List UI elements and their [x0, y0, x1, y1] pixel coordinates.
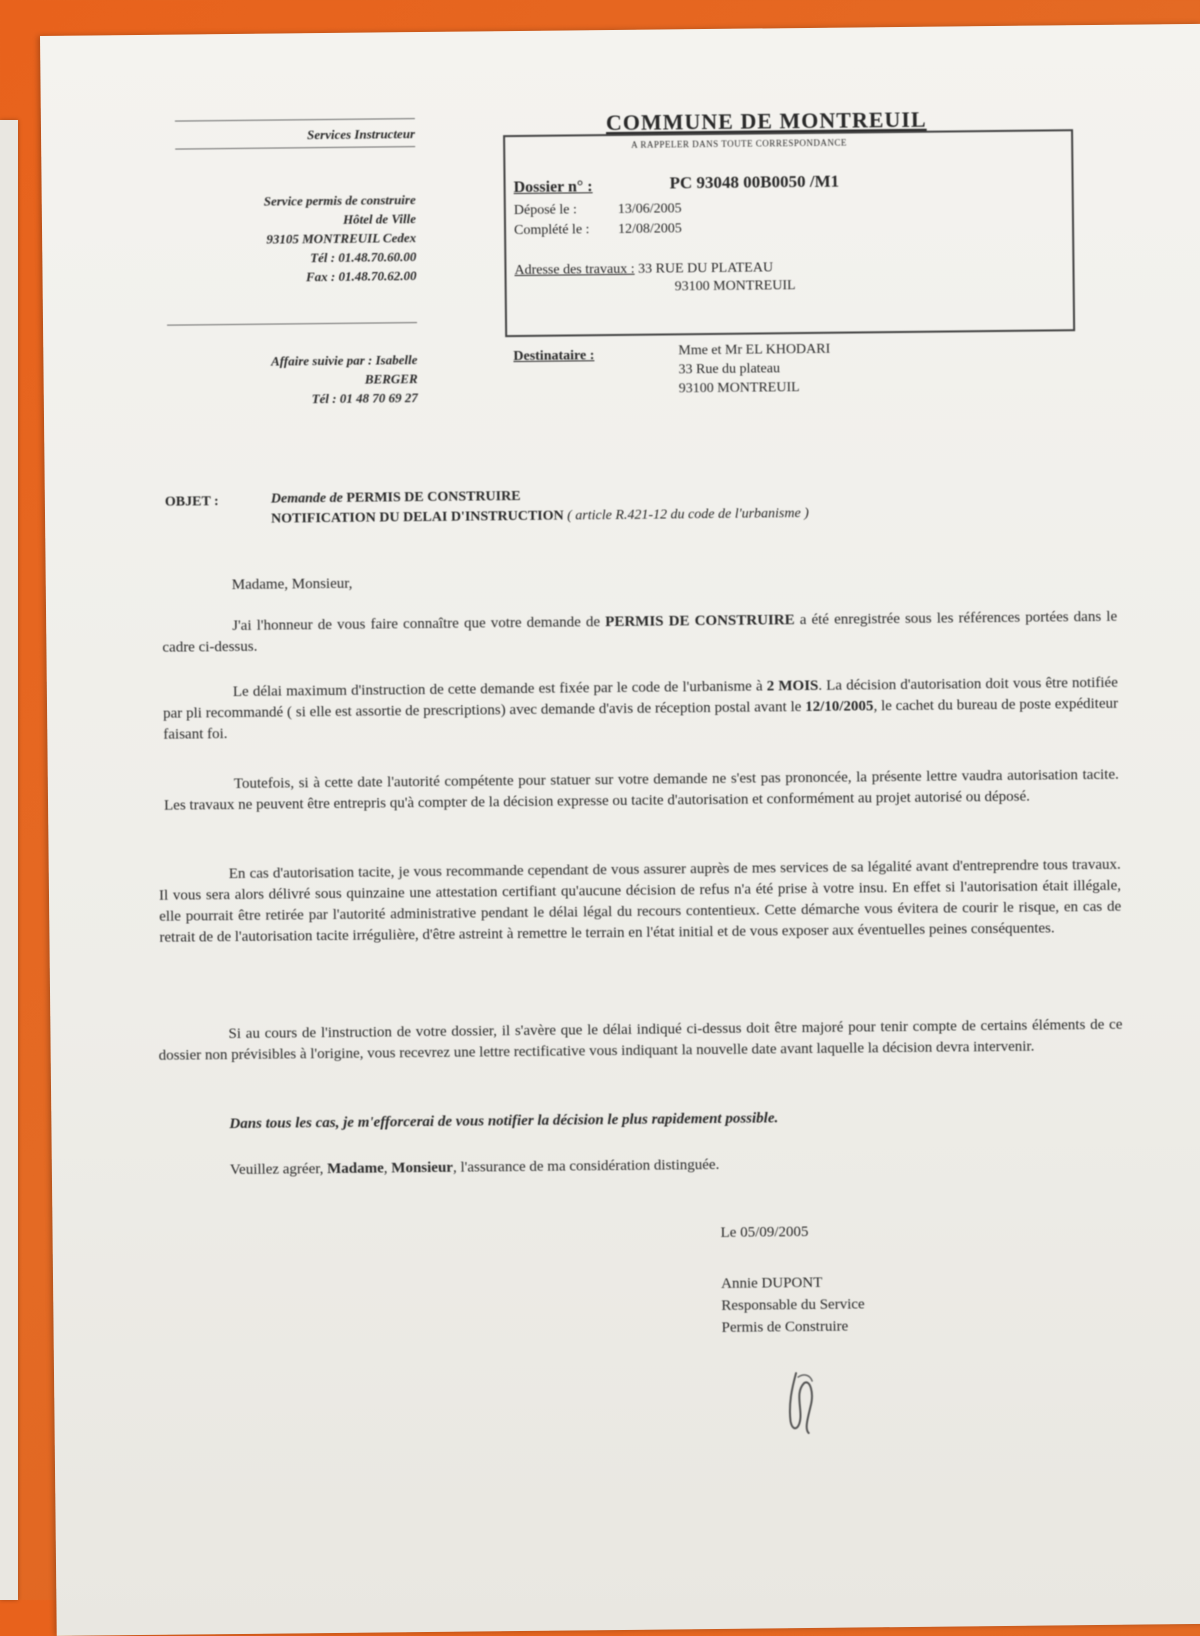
address-line-1: 33 RUE DU PLATEAU	[638, 260, 774, 277]
recipient-line: 93100 MONTREUIL	[678, 380, 800, 397]
sender-rule-top	[175, 118, 415, 122]
sender-line: Fax : 01.48.70.62.00	[305, 268, 417, 285]
signatory-name: Annie DUPONT	[721, 1274, 823, 1292]
deposited-row	[514, 201, 682, 219]
object-line-2	[271, 506, 809, 528]
commune-title: COMMUNE DE MONTREUIL	[605, 106, 927, 136]
sender-rule-2	[175, 146, 415, 150]
p7-text-a: Veuillez agréer,	[229, 1161, 328, 1179]
recipient-line: Mme et Mr EL KHODARI	[678, 341, 831, 359]
sender-line: Hôtel de Ville	[342, 211, 417, 227]
sender-address	[162, 190, 417, 288]
completed-label: Complété le :	[513, 222, 590, 239]
sender-line: Service permis de construire	[263, 192, 416, 209]
salutation: Madame, Monsieur,	[231, 575, 353, 594]
p7-text-c: ,	[383, 1160, 392, 1177]
object-notification: NOTIFICATION DU DELAI D'INSTRUCTION	[270, 508, 564, 527]
signatory-title: Responsable du Service	[721, 1296, 865, 1314]
followed-line: BERGER	[364, 371, 418, 387]
letter-content	[40, 24, 1200, 1636]
p7-text-b: Madame	[327, 1160, 384, 1178]
completed-date: 12/08/2005	[617, 221, 682, 237]
sender-line: Tél : 01.48.70.60.00	[310, 249, 417, 266]
object-line-1	[271, 489, 521, 508]
letter-date: Le 05/09/2005	[720, 1224, 809, 1241]
left-edge-sheet	[0, 120, 18, 1600]
address-line-2: 93100 MONTREUIL	[674, 278, 796, 295]
p2-text-d: 12/10/2005	[805, 698, 874, 716]
address-label: Adresse des travaux :	[514, 261, 635, 279]
object-label: OBJET :	[164, 494, 219, 510]
followed-line: Affaire suivie par : Isabelle	[270, 352, 418, 369]
paragraph-6: Dans tous les cas, je m'efforcerai de vous notifier la décision le plus rapidement possible.	[229, 1110, 779, 1133]
sender-rule-3	[167, 322, 417, 326]
paragraph-1	[162, 607, 1117, 659]
signatory-service: Permis de Construire	[721, 1318, 849, 1336]
deposited-label: Déposé le :	[513, 202, 577, 219]
address-row	[514, 260, 773, 279]
followed-by	[163, 350, 418, 410]
dossier-label	[514, 178, 593, 197]
p2-text-a: Le délai maximum d'instruction de cette demande est fixée par le code de l'urbanisme à	[232, 678, 767, 701]
paragraph-5: Si au cours de l'instruction de votre dossier, il s'avère que le délai indiqué ci-dessus doit être majoré pour tenir compte de certains éléments de ce dossier non prévisibles à l'origine, vous recevrez une lettre rectificative vous indiquant la nouvelle date avant laquelle la décision devra intervenir.	[158, 1016, 1123, 1064]
recipient-line: 33 Rue du plateau	[678, 361, 781, 378]
sender-line: 93105 MONTREUIL Cedex	[266, 230, 417, 247]
dossier-number: PC 93048 00B0050 /M1	[669, 171, 840, 193]
p1-text-a: J'ai l'honneur de vous faire connaître que votre demande de	[232, 614, 606, 635]
p2-text-e: , le cachet du bureau de poste expéditeur faisant foi.	[163, 695, 1119, 743]
followed-line: Tél : 01 48 70 69 27	[311, 390, 418, 407]
completed-row	[514, 221, 682, 239]
recipient-label-text: Destinataire :	[513, 348, 595, 365]
p2-text-b: 2 MOIS	[766, 677, 819, 695]
commune-subtitle: A RAPPELER DANS TOUTE CORRESPONDANCE	[631, 137, 847, 150]
p1-text-c: a été enregistrée sous les références portées dans le cadre ci-dessus.	[162, 608, 1118, 656]
p7-text-d: Monsieur	[391, 1159, 454, 1177]
letter-page	[40, 24, 1200, 1636]
object-article: ( article R.421-12 du code de l'urbanisme )	[563, 505, 809, 524]
recipient-address	[678, 340, 830, 399]
dossier-label-text: Dossier n° :	[513, 178, 593, 197]
recipient-label	[513, 348, 594, 365]
object-permit: PERMIS DE CONSTRUIRE	[346, 488, 521, 506]
signatory-block	[721, 1271, 865, 1338]
paragraph-7	[160, 1151, 1124, 1182]
p2-text-c: . La décision d'autorisation doit vous être notifiée par pli recommandé ( si elle est assortie de prescriptions) avec demande d'avis de réception postal avant le	[163, 674, 1118, 722]
handwritten-signature	[774, 1363, 835, 1444]
p1-text-b: PERMIS DE CONSTRUIRE	[605, 612, 795, 631]
deposited-date: 13/06/2005	[617, 201, 682, 217]
paragraph-4: En cas d'autorisation tacite, je vous recommande cependant de vous assurer auprès de mes services de sa légalité avant d'entreprendre tous travaux. Il vous sera alors délivré sous quinzaine une attestation certifiant qu'aucune décision de refus n'a été prise à votre insu. En effet si l'autorisation était illégale, elle pourrait être retirée par l'autorité administrative pendant le délai légal du recours contentieux. Cette démarche vous évitera de courir le risque, en cas de retrait de de l'autorisation tacite irrégulière, d'être astreint à remettre le terrain en l'état initial et de vous exposer aux éventuelles peines conséquentes.	[158, 856, 1122, 946]
paragraph-3: Toutefois, si à cette date l'autorité compétente pour statuer sur votre demande ne s'est pas prononcée, la présente lettre vaudra autorisation tacite. Les travaux ne peuvent être entrepris qu'à compter de la décision expresse ou tacite d'autorisation et conformément au projet autorisé ou déposé.	[163, 766, 1119, 814]
p7-text-e: , l'assurance de ma considération distinguée.	[452, 1156, 720, 1176]
dossier-box	[503, 129, 1075, 337]
paragraph-2	[163, 673, 1119, 746]
object-prefix: Demande de	[270, 490, 347, 507]
services-header: Services Instructeur	[306, 126, 416, 143]
